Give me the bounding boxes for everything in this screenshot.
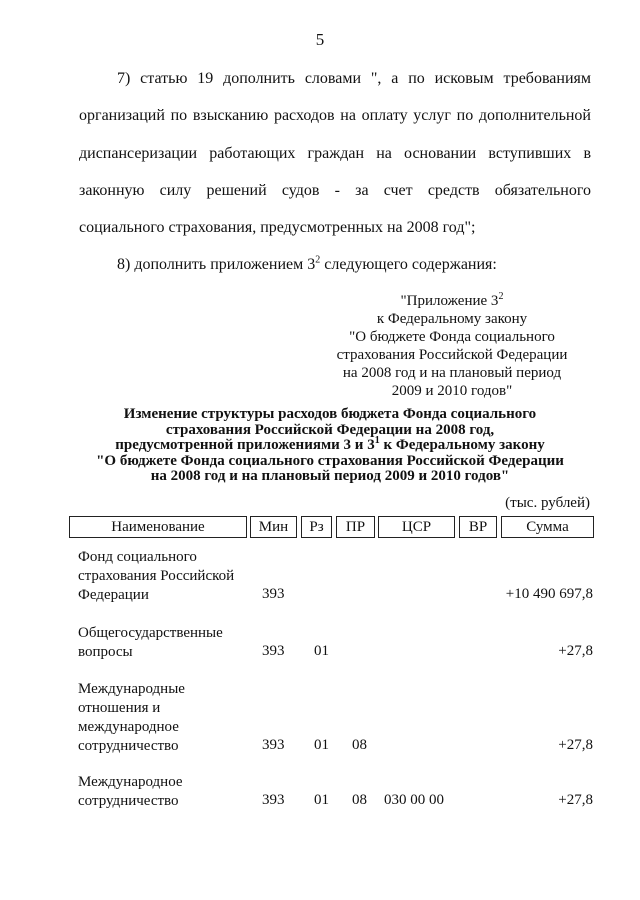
- cell-pr: 08: [352, 792, 367, 808]
- header-name: Наименование: [69, 516, 247, 538]
- page-number: 5: [315, 30, 325, 49]
- units-label: (тыс. рублей): [505, 495, 590, 511]
- cell-sum: +27,8: [558, 643, 593, 659]
- cell-pr: 08: [352, 737, 367, 753]
- row-name-line: Общегосударственные: [78, 625, 223, 641]
- row-name-line: Международное: [78, 774, 183, 790]
- paragraph-7-line-1: 7) статью 19 дополнить словами ", а по исковым требованиям: [117, 70, 591, 87]
- header-vr: ВР: [459, 516, 497, 538]
- paragraph-8: [117, 256, 497, 274]
- row-name-line: Международные: [78, 681, 185, 697]
- appendix-title-block: [318, 292, 586, 400]
- cell-sum: +10 490 697,8: [505, 586, 593, 602]
- heading-line-3-text-end: к Федеральному закону: [379, 437, 545, 453]
- cell-rz: 01: [314, 643, 329, 659]
- appendix-line-2: к Федеральному закону: [376, 311, 528, 327]
- paragraph-8-superscript: 2: [315, 254, 321, 266]
- row-name-line: отношения и: [78, 700, 161, 716]
- appendix-superscript: 2: [498, 291, 504, 302]
- table-heading: [60, 407, 600, 485]
- header-min: Мин: [250, 516, 297, 538]
- cell-min: 393: [262, 643, 285, 659]
- header-rz: Рз: [301, 516, 332, 538]
- paragraph-7-line-5: социального страхования, предусмотренных на 2008 год";: [79, 219, 476, 236]
- row-name-line: Федерации: [78, 587, 149, 603]
- paragraph-7-line-3: диспансеризации работающих граждан на основании вступивших в: [79, 145, 591, 162]
- row-name: [78, 773, 258, 811]
- appendix-line-4: страхования Российской Федерации: [336, 347, 568, 363]
- heading-line-3-text: предусмотренной приложениями 3 и 3: [115, 437, 375, 453]
- heading-superscript: 1: [374, 435, 380, 446]
- row-name-line: сотрудничество: [78, 793, 179, 809]
- row-name: [78, 548, 258, 605]
- cell-rz: 01: [314, 792, 329, 808]
- header-csr: ЦСР: [378, 516, 455, 538]
- cell-csr: 030 00 00: [384, 792, 444, 808]
- header-sum: Сумма: [501, 516, 594, 538]
- paragraph-7-line-2: организаций по взысканию расходов на оплату услуг по дополнительной: [79, 107, 591, 124]
- header-pr: ПР: [336, 516, 375, 538]
- row-name: [78, 624, 258, 662]
- row-name-line: страхования Российской: [78, 568, 235, 584]
- appendix-line-6: 2009 и 2010 годов": [391, 383, 513, 399]
- paragraph-8-text-end: следующего содержания:: [320, 256, 497, 273]
- row-name-line: сотрудничество: [78, 738, 179, 754]
- cell-min: 393: [262, 737, 285, 753]
- row-name-line: Фонд социального: [78, 549, 197, 565]
- heading-line-3: [60, 435, 600, 454]
- heading-line-2: страхования Российской Федерации на 2008 год,: [165, 421, 495, 438]
- row-name-line: международное: [78, 719, 179, 735]
- cell-min: 393: [262, 586, 285, 602]
- heading-line-1: Изменение структуры расходов бюджета Фонда социального: [123, 406, 537, 422]
- appendix-label: "Приложение 3: [400, 293, 499, 309]
- paragraph-7-line-4: законную силу решений судов - за счет средств обязательного: [79, 182, 591, 199]
- heading-line-5: на 2008 год и на плановый период 2009 и 2010 годов": [150, 468, 510, 484]
- appendix-line-3: "О бюджете Фонда социального: [349, 329, 555, 345]
- paragraph-8-text: 8) дополнить приложением 3: [117, 256, 316, 273]
- appendix-line-5: на 2008 год и на плановый период: [342, 365, 562, 381]
- cell-min: 393: [262, 792, 285, 808]
- cell-sum: +27,8: [558, 792, 593, 808]
- cell-rz: 01: [314, 737, 329, 753]
- row-name-line: вопросы: [78, 644, 133, 660]
- cell-sum: +27,8: [558, 737, 593, 753]
- appendix-line-1: [318, 292, 586, 310]
- row-name: [78, 680, 258, 756]
- heading-line-4: "О бюджете Фонда социального страхования Российской Федерации: [96, 452, 564, 469]
